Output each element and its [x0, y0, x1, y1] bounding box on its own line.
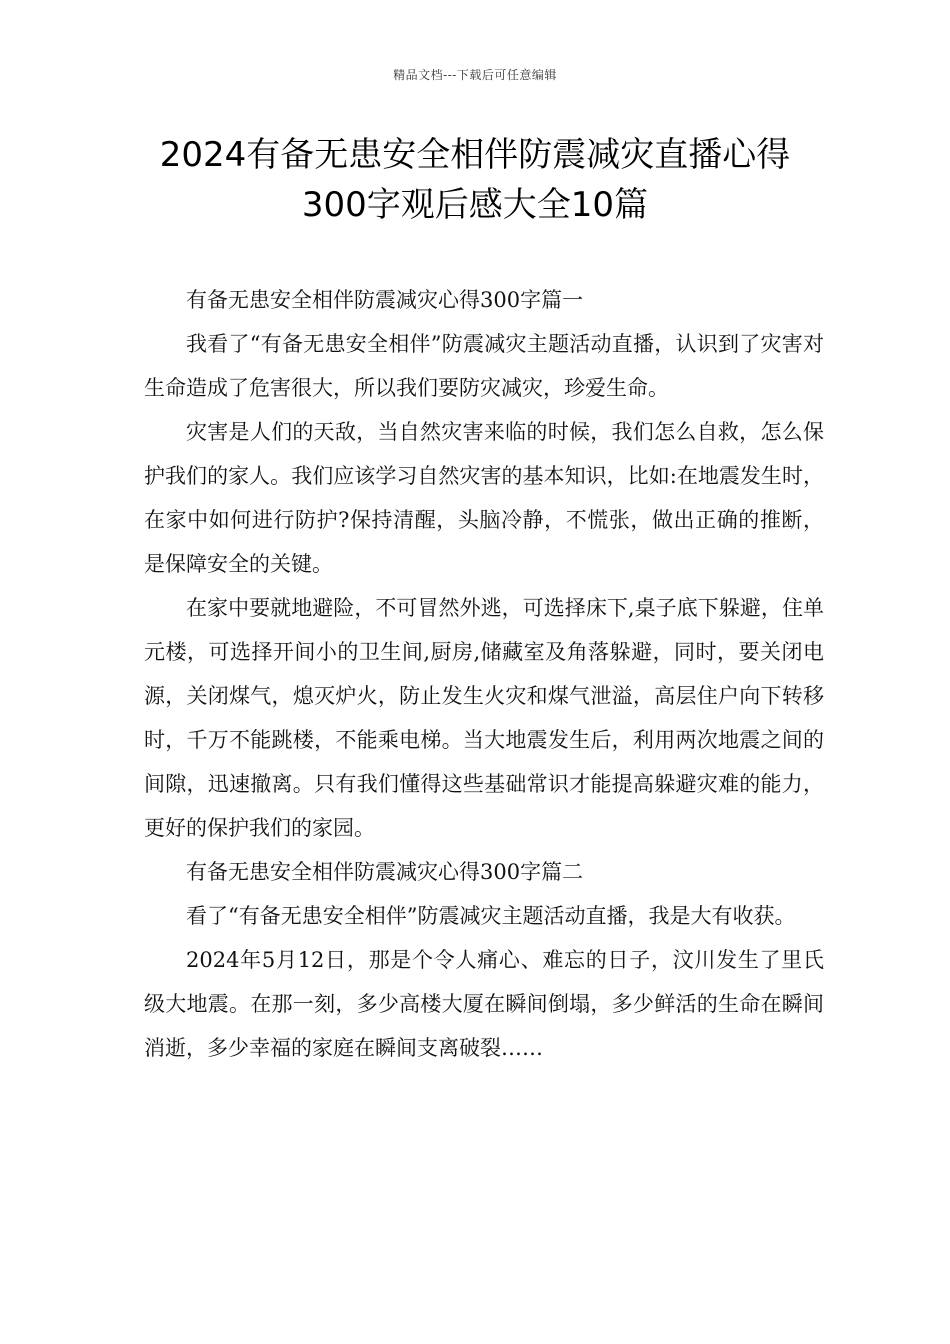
paragraph: 看了“有备无患安全相伴”防震减灾主题活动直播，我是大有收获。: [186, 904, 796, 928]
paragraph: 2024年5月12日，那是个令人痛心、难忘的日子，汶川发生了里氏级大地震。在那一刻，多少高楼大厦在瞬间倒塌，多少鲜活的生命在瞬间消逝，多少幸福的家庭在瞬间支离破裂……: [144, 948, 824, 1060]
document-title: 2024有备无患安全相伴防震减灾直播心得300字观后感大全10篇: [159, 135, 791, 225]
paragraph: 我看了“有备无患安全相伴”防震减灾主题活动直播，认识到了灾害对生命造成了危害很大，所以我们要防灾减灾，珍爱生命。: [144, 332, 824, 400]
section-heading-1: 有备无患安全相伴防震减灾心得300字篇一: [186, 288, 584, 312]
page-header: 精品文档---下载后可任意编辑: [393, 68, 557, 82]
paragraph: 灾害是人们的天敌，当自然灾害来临的时候，我们怎么自救，怎么保护我们的家人。我们应该学习自然灾害的基本知识，比如:在地震发生时，在家中如何进行防护?保持清醒，头脑冷静，不慌张，做出正确的推断，是保障安全的关键。: [144, 420, 824, 576]
section-heading-2: 有备无患安全相伴防震减灾心得300字篇二: [186, 860, 584, 884]
paragraph: 在家中要就地避险，不可冒然外逃，可选择床下,桌子底下躲避，住单元楼，可选择开间小的卫生间,厨房,储藏室及角落躲避，同时，要关闭电源，关闭煤气，熄灭炉火，防止发生火灾和煤气泄溢，高层住户向下转移时，千万不能跳楼，不能乘电梯。当大地震发生后，利用两次地震之间的间隙，迅速撤离。只有我们懂得这些基础常识才能提高躲避灾难的能力，更好的保护我们的家园。: [144, 596, 824, 840]
document-body: [144, 278, 824, 1070]
